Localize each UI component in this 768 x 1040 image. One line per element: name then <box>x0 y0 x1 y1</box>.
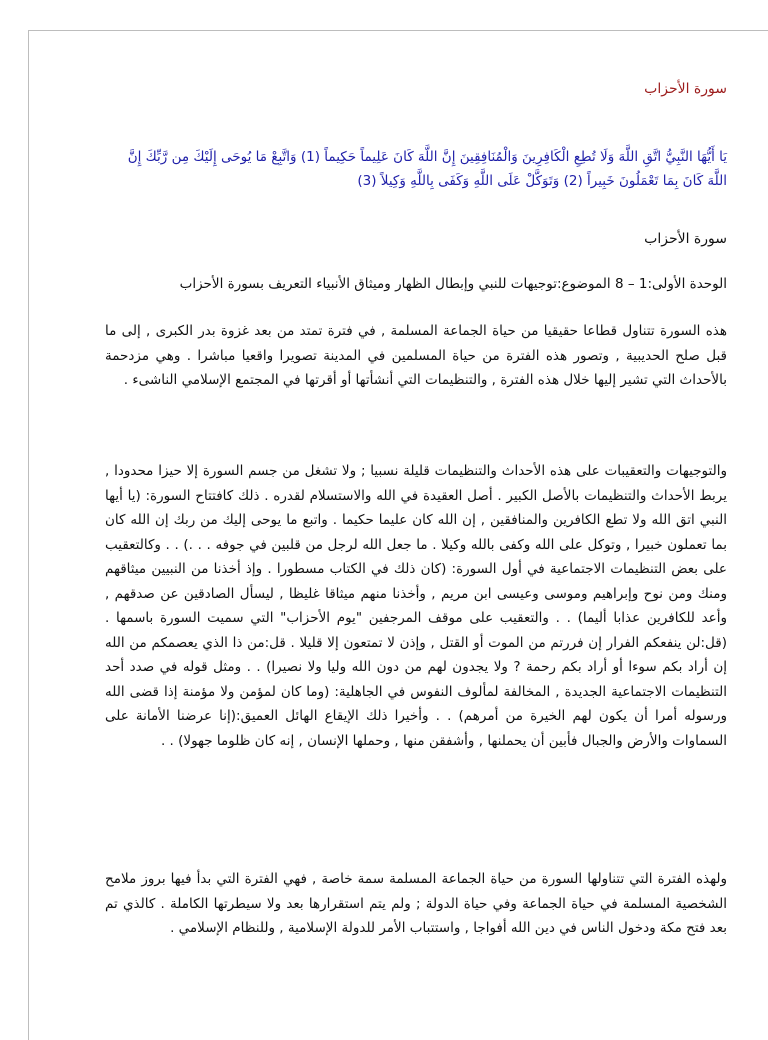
paragraph-intro: هذه السورة تتناول قطاعا حقيقيا من حياة الجماعة المسلمة , في فترة تمتد من بعد غزوة بدر الكبرى , إلى ما قبل صلح الحديبية , وتصور هذه الفترة من حياة المسلمين في المدينة تصويرا واقعيا مباشرا . وهي مزدحمة بالأحداث التي تشير إليها خلال هذه الفترة , والتنظيمات التي أنشأتها أو أقرتها في المجتمع الإسلامي الناشىء . <box>105 323 727 388</box>
surah-title-red: سورة الأحزاب <box>644 81 727 97</box>
quran-verse: يَا أَيُّهَا النَّبِيُّ اتَّقِ اللَّهَ وَلَا تُطِعِ الْكَافِرِينَ وَالْمُنَافِقِينَ إِنَّ اللَّهَ كَانَ عَلِيماً حَكِيماً (1) وَاتَّبِعْ مَا يُوحَى إِلَيْكَ مِن رَّبِّكَ إِنَّ اللَّهَ كَانَ بِمَا تَعْمَلُونَ خَبِيراً (2) وَتَوَكَّلْ عَلَى اللَّهِ وَكَفَى بِاللَّهِ وَكِيلاً (3) <box>127 149 727 189</box>
document-page <box>28 30 768 1040</box>
unit-heading: الوحدة الأولى:1 – 8 الموضوع:توجيهات للنبي وإبطال الظهار وميثاق الأنبياء التعريف بسورة الأحزاب <box>179 276 727 292</box>
paragraph-guidance: والتوجيهات والتعقيبات على هذه الأحداث والتنظيمات قليلة نسبيا ; ولا تشغل من جسم السورة إلا حيزا محدودا , يربط الأحداث والتنظيمات بالأصل الكبير . أصل العقيدة في الله والاستسلام لقدره . ذلك كافتتاح السورة: (يا أيها النبي اتق الله ولا تطع الكافرين والمنافقين , إن الله كان عليما حكيما . واتبع ما يوحى إليك من ربك إن الله كان بما تعملون خبيرا , وتوكل على الله وكفى بالله وكيلا . ما جعل الله لرجل من قلبين في جوفه . . .) . . وكالتعقيب على بعض التنظيمات الاجتماعية في أول السورة: (كان ذلك في الكتاب مسطورا . وإذ أخذنا من النبيين ميثاقهم ومنك ومن نوح وإبراهيم وموسى وعيسى ابن مريم , وأخذنا منهم ميثاقا غليظا , ليسأل الصادقين عن صدقهم , وأعد للكافرين عذابا أليما) . . والتعقيب على موقف المرجفين "يوم الأحزاب" التي سميت السورة باسمها . (قل:لن ينفعكم الفرار إن فررتم من الموت أو القتل , وإذن لا تمتعون إلا قليلا . قل:من ذا الذي يعصمكم من الله إن أراد بكم سوءا أو أراد بكم رحمة ? ولا يجدون لهم من دون الله وليا ولا نصيرا) . . ومثل قوله في صدد أحد التنظيمات الاجتماعية الجديدة , المخالفة لمألوف النفوس في الجاهلية: (وما كان لمؤمن ولا مؤمنة إذا قضى الله ورسوله أمرا أن يكون لهم الخيرة من أمرهم) . . وأخيرا ذلك الإيقاع الهائل العميق:(إنا عرضنا الأمانة على السماوات والأرض والجبال فأبين أن يحملنها , وأشفقن منها , وحملها الإنسان , إنه كان ظلوما جهولا) . . <box>105 463 727 749</box>
paragraph-period: ولهذه الفترة التي تتناولها السورة من حياة الجماعة المسلمة سمة خاصة , فهي الفترة التي بدأ فيها بروز ملامح الشخصية المسلمة في حياة الجماعة وفي حياة الدولة ; ولم يتم استقرارها بعد ولا سيطرتها الكاملة . كالذي تم بعد فتح مكة ودخول الناس في دين الله أفواجا , واستتباب الأمر للدولة الإسلامية , وللنظام الإسلامي . <box>105 871 727 936</box>
surah-title: سورة الأحزاب <box>644 231 727 247</box>
